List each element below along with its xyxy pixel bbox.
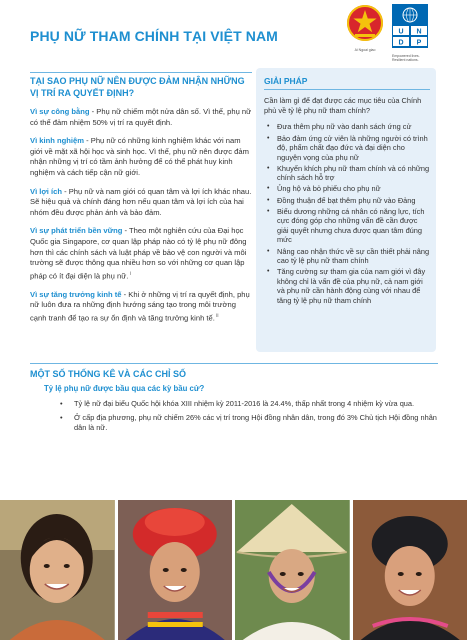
bullet-icon: • [267,185,270,193]
why-paragraph-lead: Vì sự phát triển bền vững [30,226,123,236]
solution-item [264,267,430,305]
solution-item [264,134,430,163]
why-paragraph [30,290,252,324]
bullet-icon: • [60,399,63,408]
bullet-icon: • [267,207,270,215]
solution-item [264,164,430,183]
footnote-marker: i [128,270,131,277]
why-paragraph [30,226,252,282]
stat-item-text: Ở cấp địa phương, phụ nữ chiếm 26% các vị trí trong Hội đồng nhân dân, trong đó 3% Chủ tịch Hội đồng nhân dân là nữ. [74,413,437,433]
solutions-intro: Cần làm gì để đạt được các mục tiêu của Chính phủ về tỷ lệ phụ nữ tham chính? [264,96,422,116]
stats-divider [30,363,438,364]
solution-item-text: Đưa thêm phụ nữ vào danh sách ứng cử [277,122,412,132]
bullet-icon: • [60,413,63,423]
solutions-divider [264,89,430,90]
vietnam-emblem [344,4,386,52]
stats-heading: MỘT SỐ THỐNG KÊ VÀ CÁC CHỈ SỐ [30,369,187,379]
why-paragraph [30,187,252,219]
why-paragraph-text: - Theo một nghiên cứu của Đại học Quốc gia Singapore, cơ quan lập pháp nào có tỷ lệ phụ nữ đông hơn thì các chính sách và luật pháp về bảo vệ con người và môi trường sẽ được thông qua nhiều hơn so với những cơ quan lập pháp có ít đại diện là phụ nữ. [30,226,247,281]
bullet-icon: • [267,164,270,172]
why-heading-line2: VỊ TRÍ RA QUYẾT ĐỊNH? [30,88,135,98]
national-emblem-icon [345,4,385,42]
undp-letter-d: D [398,39,404,47]
stat-item-text: Tỷ lệ nữ đại biểu Quốc hội khóa XIII nhiệm kỳ 2011-2016 là 24.4%, thấp nhất trong 4 nhiệm kỳ vừa qua. [74,399,415,408]
solutions-box [256,68,436,352]
stat-item [60,399,438,409]
solutions-heading: GIẢI PHÁP [264,76,308,86]
emblem-caption: Ai Ngoai giao [354,48,376,52]
portrait-woman-black-headscarf-icon [353,500,467,640]
solution-item-text: Tăng cường sự tham gia của nam giới vì đây không chỉ là vấn đề của phụ nữ, cả nam giới và phụ nữ cần hành động cùng với nhau để tăng tỷ lệ phụ nữ tham chính [277,267,426,305]
photo-woman-4 [353,500,467,640]
why-paragraph-lead: Vì lợi ích [30,186,62,196]
why-paragraph [30,107,252,128]
solution-item-text: Ủng hộ và bỏ phiếu cho phụ nữ [277,184,381,194]
why-paragraph-text: - Phụ nữ có những kinh nghiệm khác với nam giới về mặt xã hội học và sinh học. Vì thế, phụ nữ nên được đảm nhận những vị trí có tầm ảnh hưởng để có thể phát huy kinh nghiệm và cách tiếp cận nữ giới. [30,136,249,177]
solutions-list [264,122,430,305]
solution-item-text: Biểu dương những cá nhân có năng lực, tích cực đóng góp cho những vấn đề cần được giải quyết nhưng chưa được quan tâm đúng mức [277,206,425,245]
footnote-marker: ii [214,313,219,320]
photo-woman-3 [235,500,350,640]
undp-logo [392,4,428,62]
photo-woman-1 [0,500,115,640]
why-heading-line1: TẠI SAO PHỤ NỮ NÊN ĐƯỢC ĐẢM NHẬN NHỮNG [30,76,245,86]
portrait-woman-smiling-icon [0,500,115,640]
undp-letter-u: U [398,28,404,36]
stats-subheading: Tỷ lệ phụ nữ được bầu qua các kỳ bầu cử? [44,384,205,393]
why-section [30,72,252,324]
solution-item [264,247,430,266]
undp-letter-n: N [416,28,422,36]
why-paragraphs [30,107,252,324]
why-paragraph-text: - Phụ nữ chiếm một nửa dân số. Vì thế, phụ nữ có thể đảm nhiệm 50% vị trí ra quyết định. [30,107,252,127]
why-paragraph-text: - Phụ nữ và nam giới có quan tâm và lợi ích khác nhau. Sẽ hiệu quả và chính đáng hơn nếu quan tâm và lợi ích của hai nhóm đều được phản ánh và bảo đảm. [30,186,252,217]
solution-item-text: Bảo đảm ứng cử viên là những người có trình độ, phẩm chất đạo đức và đại diện cho nguyện vọng của phụ nữ [277,133,428,162]
page-title: PHỤ NỮ THAM CHÍNH TẠI VIỆT NAM [30,28,278,44]
solution-item-text: Nâng cao nhận thức về sự cần thiết phải nâng cao tỷ lệ phụ nữ tham chính [277,246,430,266]
stats-section [30,362,438,438]
solution-item-text: Đồng thuận để bạt thêm phụ nữ vào Đảng [277,195,416,205]
portrait-woman-conical-hat-icon [235,500,350,640]
bullet-icon: • [267,268,270,276]
bullet-icon: • [267,247,270,255]
why-paragraph-lead: Vì sự công bằng [30,107,90,116]
solution-item [264,207,430,245]
why-paragraph-text: - Khi ở những vị trí ra quyết định, phụ nữ luôn đưa ra những định hướng sáng tạo trong môi trường cạnh tranh để tạo ra sự ổn định và tăng trưởng kinh tế. [30,289,250,323]
photo-strip [0,500,467,640]
stats-list [30,399,438,434]
photo-woman-2 [118,500,233,640]
why-paragraph-lead: Vì kinh nghiệm [30,136,85,146]
solution-item [264,196,430,206]
solution-item [264,122,430,132]
stat-item [60,413,438,433]
why-divider [30,72,252,73]
bullet-icon: • [267,123,270,131]
bullet-icon: • [267,196,270,204]
undp-letter-p: P [416,39,422,47]
undp-logo-icon [392,4,428,48]
undp-caption: Empowered lives. Resilient nations. [392,54,420,62]
why-paragraph-lead: Vì sự tăng trưởng kinh tế [30,289,122,299]
bullet-icon: • [267,134,270,142]
portrait-woman-red-headdress-icon [118,500,233,640]
solution-item [264,184,430,194]
why-paragraph [30,136,252,178]
solution-item-text: Khuyến khích phụ nữ tham chính và có những chính sách hỗ trợ [277,163,430,183]
